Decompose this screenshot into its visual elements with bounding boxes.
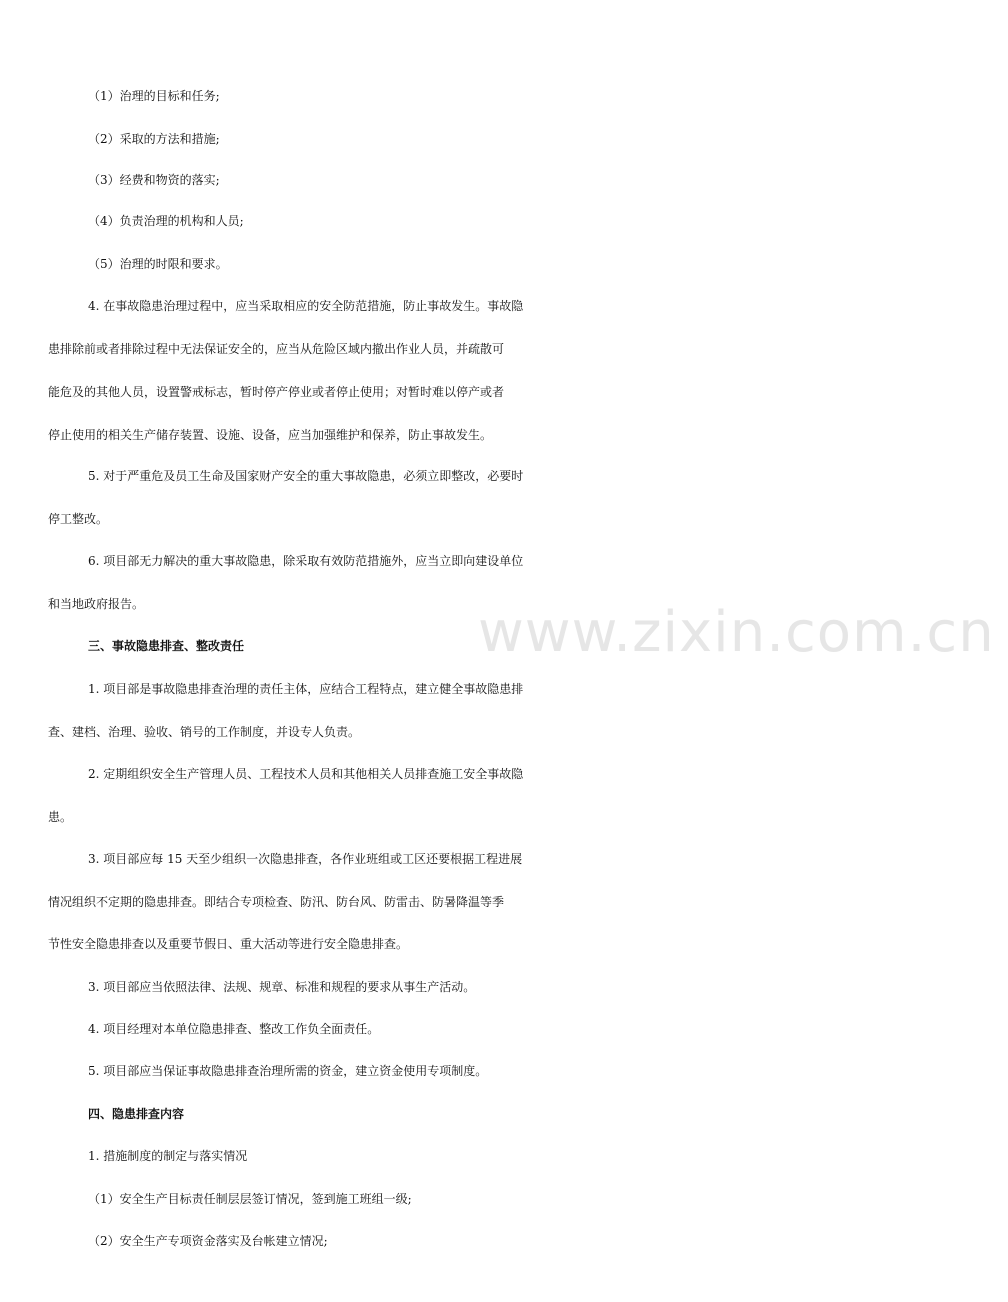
paragraph-line: 能危及的其他人员，设置警戒标志，暂时停产停业或者停止使用；对暂时难以停产或者 xyxy=(48,385,505,399)
paragraph-line: 患。 xyxy=(48,810,73,824)
section-heading: 四、隐患排查内容 xyxy=(88,1107,185,1121)
paragraph-line: 5. 项目部应当保证事故隐患排查治理所需的资金，建立资金使用专项制度。 xyxy=(88,1064,488,1078)
list-item: （1）治理的目标和任务; xyxy=(88,89,220,103)
paragraph-line: 停止使用的相关生产储存装置、设施、设备，应当加强维护和保养，防止事故发生。 xyxy=(48,428,493,442)
watermark: www.zixin.com.cn xyxy=(478,600,995,665)
list-item: （3）经费和物资的落实; xyxy=(88,173,220,187)
paragraph-line: 节性安全隐患排查以及重要节假日、重大活动等进行安全隐患排查。 xyxy=(48,937,409,951)
list-item: （1）安全生产目标责任制层层签订情况，签到施工班组一级; xyxy=(88,1192,412,1206)
paragraph-line: 情况组织不定期的隐患排查。即结合专项检查、防汛、防台风、防雷击、防暑降温等季 xyxy=(48,895,505,909)
list-item: （2）采取的方法和措施; xyxy=(88,132,220,146)
paragraph-line: 5. 对于严重危及员工生命及国家财产安全的重大事故隐患，必须立即整改，必要时 xyxy=(88,469,524,483)
paragraph-line: 停工整改。 xyxy=(48,512,109,526)
list-item: （4）负责治理的机构和人员; xyxy=(88,214,244,228)
paragraph-line: 3. 项目部应每 15 天至少组织一次隐患排查，各作业班组或工区还要根据工程进展 xyxy=(88,852,523,866)
paragraph-line: 2. 定期组织安全生产管理人员、工程技术人员和其他相关人员排查施工安全事故隐 xyxy=(88,767,524,781)
paragraph-line: 查、建档、治理、验收、销号的工作制度，并设专人负责。 xyxy=(48,725,361,739)
list-item: （5）治理的时限和要求。 xyxy=(88,257,228,271)
paragraph-line: 和当地政府报告。 xyxy=(48,597,145,611)
section-heading: 三、事故隐患排查、整改责任 xyxy=(88,639,245,653)
paragraph-line: 4. 项目经理对本单位隐患排查、整改工作负全面责任。 xyxy=(88,1022,380,1036)
paragraph-line: 3. 项目部应当依照法律、法规、规章、标准和规程的要求从事生产活动。 xyxy=(88,980,476,994)
paragraph-line: 4. 在事故隐患治理过程中，应当采取相应的安全防范措施，防止事故发生。事故隐 xyxy=(88,299,524,313)
paragraph-line: 1. 项目部是事故隐患排查治理的责任主体，应结合工程特点，建立健全事故隐患排 xyxy=(88,682,524,696)
list-item: （2）安全生产专项资金落实及台帐建立情况; xyxy=(88,1234,328,1248)
paragraph-line: 1. 措施制度的制定与落实情况 xyxy=(88,1149,248,1163)
paragraph-line: 患排除前或者排除过程中无法保证安全的，应当从危险区域内撤出作业人员，并疏散可 xyxy=(48,342,505,356)
paragraph-line: 6. 项目部无力解决的重大事故隐患，除采取有效防范措施外，应当立即向建设单位 xyxy=(88,554,524,568)
